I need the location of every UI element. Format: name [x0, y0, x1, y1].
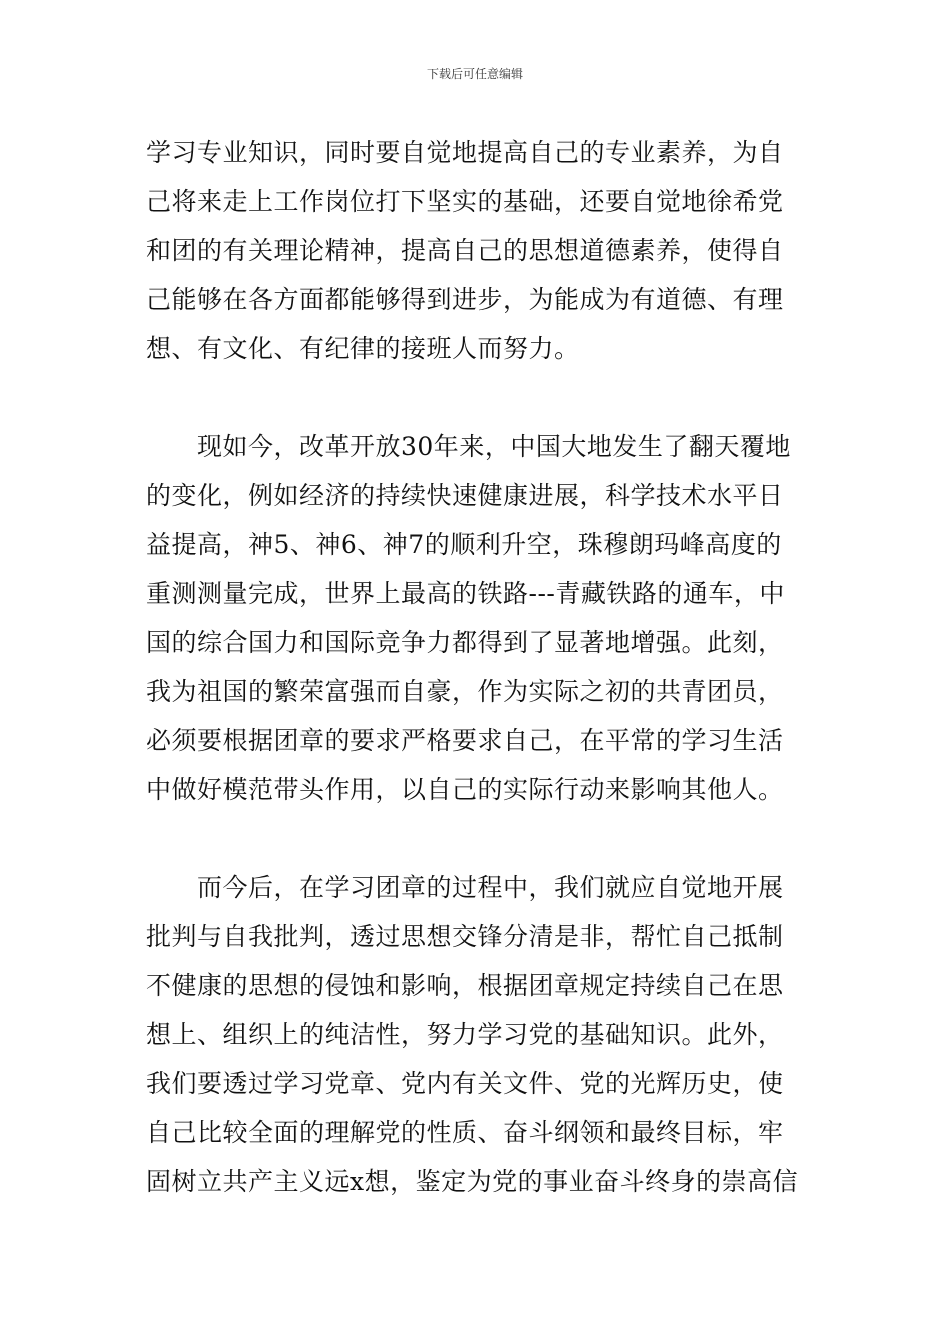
text-line: 我为祖国的繁荣富强而自豪，作为实际之初的共青团员，: [146, 677, 784, 706]
document-body: [146, 128, 810, 1206]
text-line: 想上、组织上的纯洁性，努力学习党的基础知识。此外，: [146, 1020, 784, 1049]
text-line: 而今后，在学习团章的过程中，我们就应自觉地开展: [146, 873, 784, 902]
text-line: 和团的有关理论精神，提高自己的思想道德素养，使得自: [146, 236, 784, 265]
paragraph-3: [146, 863, 810, 1206]
paragraph-gap: [146, 814, 810, 863]
text-line: 我们要透过学习党章、党内有关文件、党的光辉历史，使: [146, 1069, 784, 1098]
text-line: 不健康的思想的侵蚀和影响，根据团章规定持续自己在思: [146, 971, 784, 1000]
paragraph-gap: [146, 373, 810, 422]
text-line: 益提高，神5、神6、神7的顺利升空，珠穆朗玛峰高度的: [146, 530, 782, 559]
text-line: 重测测量完成，世界上最高的铁路---青藏铁路的通车，中: [146, 579, 785, 608]
text-line: 国的综合国力和国际竞争力都得到了显著地增强。此刻，: [146, 628, 784, 657]
text-line: 想、有文化、有纪律的接班人而努力。: [146, 334, 580, 363]
text-line: 己能够在各方面都能够得到进步，为能成为有道德、有理: [146, 285, 784, 314]
text-line: 己将来走上工作岗位打下坚实的基础，还要自觉地徐希党: [146, 187, 784, 216]
text-line: 必须要根据团章的要求严格要求自己，在平常的学习生活: [146, 726, 784, 755]
text-line: 的变化，例如经济的持续快速健康进展，科学技术水平日: [146, 481, 784, 510]
text-line: 中做好模范带头作用，以自己的实际行动来影响其他人。: [146, 775, 784, 804]
page-header: 下载后可任意编辑: [426, 67, 523, 81]
text-line: 自己比较全面的理解党的性质、奋斗纲领和最终目标，牢: [146, 1118, 784, 1147]
text-line: 现如今，改革开放30年来，中国大地发生了翻天覆地: [146, 432, 791, 461]
paragraph-2: [146, 422, 810, 814]
text-line: 批判与自我批判，透过思想交锋分清是非，帮忙自己抵制: [146, 922, 784, 951]
text-line: 学习专业知识，同时要自觉地提高自己的专业素养，为自: [146, 138, 784, 167]
paragraph-1: [146, 128, 810, 373]
text-line: 固树立共产主义远x想，鉴定为党的事业奋斗终身的崇高信: [146, 1167, 799, 1196]
